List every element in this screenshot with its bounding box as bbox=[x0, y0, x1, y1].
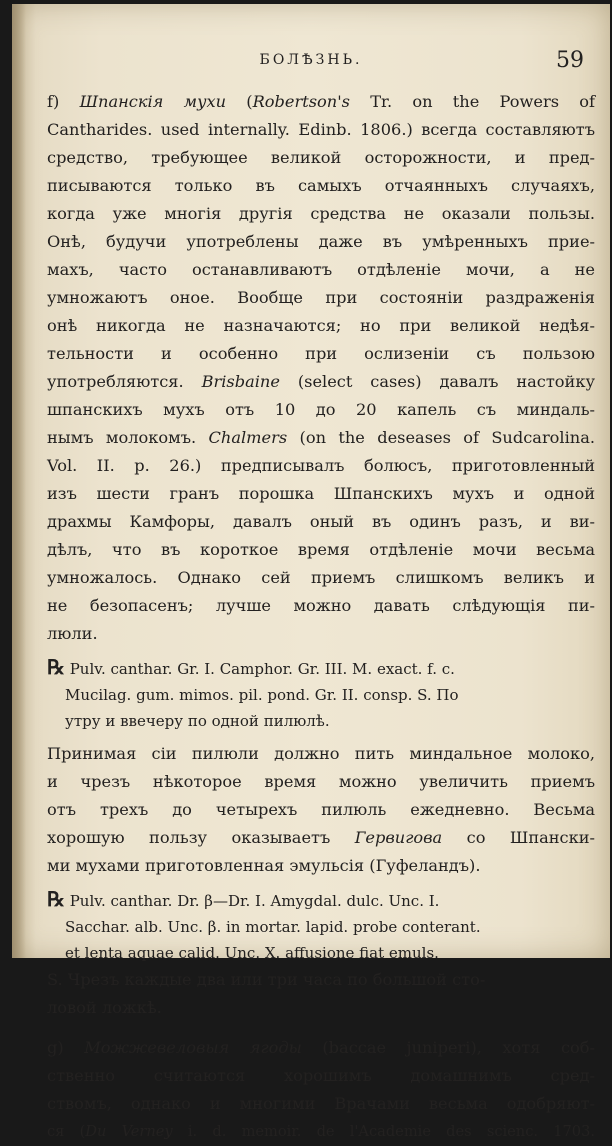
text-line: f) Шпанскія мухи (Robertson's Tr. on the Powers of bbox=[47, 92, 596, 111]
text-line: драхмы Камфоры, давалъ оный въ одинъ разъ, и ви- bbox=[47, 512, 595, 531]
text-line: когда уже многія другія средства не оказали пользы. bbox=[47, 204, 595, 223]
recipe-symbol: ℞ bbox=[47, 887, 65, 911]
text-line: ся (Du Verney i. d. memoir. de l'Academie des scienc. 1703. bbox=[47, 1123, 595, 1140]
recipe-line: ℞ Pulv. canthar. Gr. I. Camphor. Gr. III. M. exact. f. c. bbox=[47, 655, 455, 679]
recipe-pills bbox=[47, 654, 595, 734]
text-line: и чрезъ нѣкоторое время можно увеличить приемъ bbox=[47, 772, 595, 791]
section-g-paragraph bbox=[47, 1034, 595, 1146]
text-line: не безопасенъ; лучше можно давать слѣдующія пи- bbox=[47, 596, 595, 615]
text-line: умножалось. Однако сей приемъ слишкомъ великъ и bbox=[47, 568, 595, 587]
text-line: Vol. II. p. 26.) предписывалъ болюсъ, приготовленный bbox=[47, 456, 595, 475]
text-line: махъ, часто останавливаютъ отдѣленіе мочи, а не bbox=[47, 260, 595, 279]
pills-usage-paragraph bbox=[47, 740, 595, 880]
book-page bbox=[12, 4, 610, 1140]
running-head: БОЛѢЗНЬ. bbox=[259, 52, 363, 68]
page-number: 59 bbox=[556, 48, 584, 73]
page-body bbox=[47, 88, 595, 1146]
text-line: Принимая сіи пилюли должно пить миндальное молоко, bbox=[47, 744, 595, 763]
text-line: нымъ молокомъ. Chalmers (on the deseases of Sudcarolina. bbox=[47, 428, 595, 447]
recipe-symbol: ℞ bbox=[47, 655, 65, 679]
text-line: средство, требующее великой осторожности, и пред- bbox=[47, 148, 595, 167]
text-line: ствомъ, однако и многими Врачами весьма одобряют- bbox=[47, 1094, 595, 1113]
text-line: g) Можжевеловыя ягоды (baccae juniperi), хотя соб- bbox=[47, 1038, 595, 1057]
text-line: дѣлъ, что въ короткое время отдѣленіе мочи весьма bbox=[47, 540, 595, 559]
recipe-line: Mucilag. gum. mimos. pil. pond. Gr. II. consp. S. По bbox=[65, 686, 459, 704]
text-line: изъ шести гранъ порошка Шпанскихъ мухъ и одной bbox=[47, 484, 595, 503]
text-line: умножаютъ оное. Вообще при состояніи раздраженія bbox=[47, 288, 595, 307]
section-f-paragraph bbox=[47, 88, 595, 648]
text-line: шпанскихъ мухъ отъ 10 до 20 капель съ миндаль- bbox=[47, 400, 595, 419]
recipe-line: утру и ввечеру по одной пилюлѣ. bbox=[65, 712, 330, 730]
recipe-line: Sacchar. alb. Unc. β. in mortar. lapid. probe conterant. bbox=[65, 918, 481, 936]
text-line: ственно считаются хорошимъ домашнимъ сред- bbox=[47, 1066, 595, 1085]
text-line: хорошую пользу оказываетъ Гервигова со Шпански- bbox=[47, 828, 595, 847]
recipe-emulsion bbox=[47, 886, 595, 966]
text-line: онѣ никогда не назначаются; но при великой недѣя- bbox=[47, 316, 595, 335]
text-line: Онѣ, будучи употреблены даже въ умѣренныхъ прие- bbox=[47, 232, 595, 251]
text-line: отъ трехъ до четырехъ пилюль ежедневно. Весьма bbox=[47, 800, 595, 819]
text-line: употребляются. Brisbaine (select cases) давалъ настойку bbox=[47, 372, 595, 391]
page-gutter-shadow bbox=[12, 4, 26, 958]
text-line: писываются только въ самыхъ отчаянныхъ случаяхъ, bbox=[47, 176, 595, 195]
recipe-line: ℞ Pulv. canthar. Dr. β—Dr. I. Amygdal. dulc. Unc. I. bbox=[47, 887, 440, 911]
recipe-signa bbox=[47, 966, 595, 1022]
text-line: ловой ложкѣ. bbox=[47, 998, 162, 1017]
text-line: тельности и особенно при ослизеніи съ пользою bbox=[47, 344, 595, 363]
text-line: ми мухами приготовленная эмульсія (Гуфеландъ). bbox=[47, 856, 481, 875]
text-line: S. Чрезъ каждые два или три часа по большой сто- bbox=[47, 970, 486, 989]
text-line: люли. bbox=[47, 624, 98, 643]
recipe-line: et lenta aquae calid. Unc. X. affusione fiat emuls. bbox=[65, 944, 439, 962]
text-line: Cantharides. used internally. Edinb. 1806.) всегда составляютъ bbox=[47, 120, 595, 139]
